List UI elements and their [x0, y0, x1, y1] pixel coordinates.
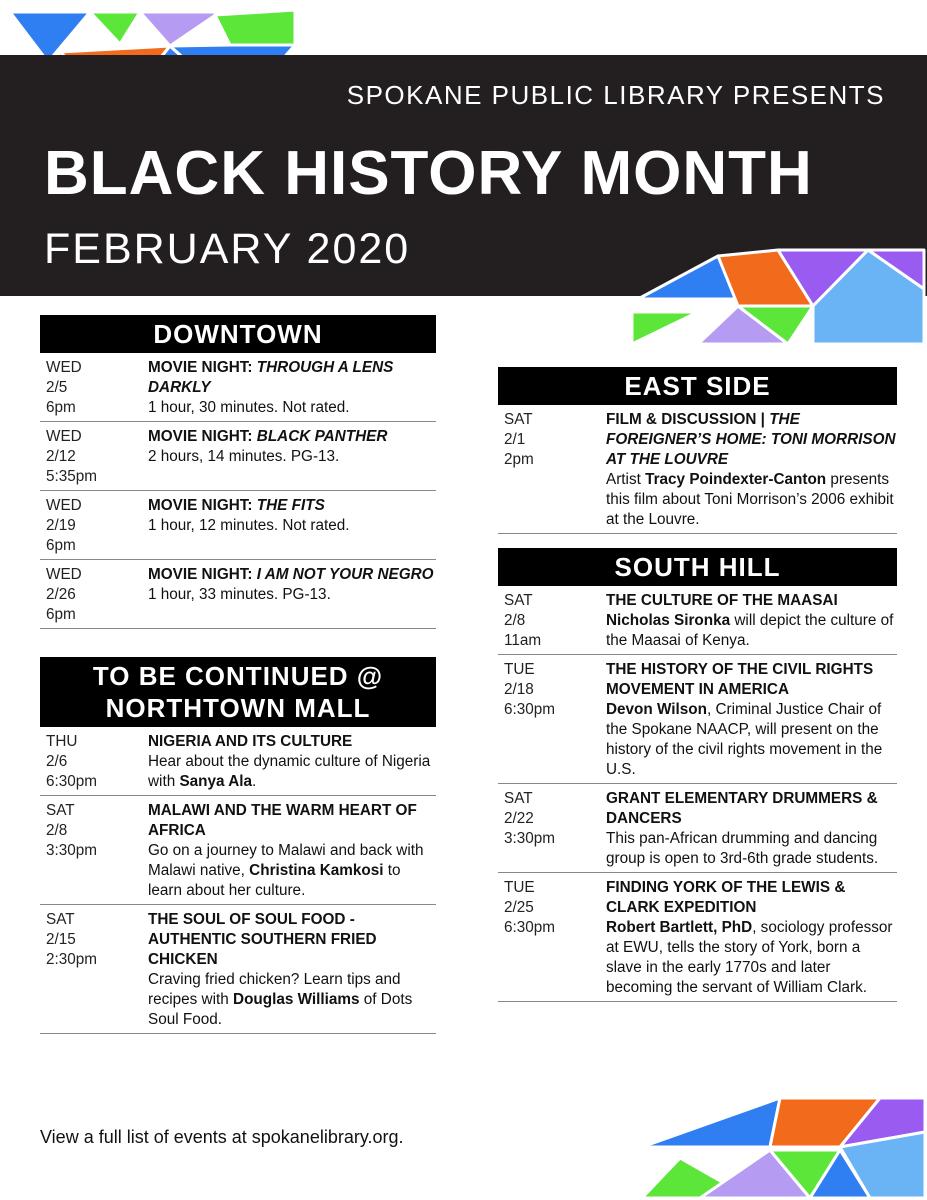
event-time: 6pm [46, 399, 76, 416]
event-title-film: I AM NOT YOUR NEGRO [256, 566, 434, 583]
event-row [498, 586, 897, 655]
event-row [40, 491, 436, 560]
event-date-value: 2/26 [46, 586, 76, 603]
presenter-name: Robert Bartlett, PhD [606, 919, 753, 936]
event-description: 2 hours, 14 minutes. PG-13. [148, 448, 340, 465]
event-row [498, 784, 897, 873]
event-info [148, 496, 436, 556]
event-title-prefix: FILM & DISCUSSION | [606, 411, 770, 428]
event-time: 6pm [46, 606, 76, 623]
event-description: 1 hour, 33 minutes. PG-13. [148, 586, 331, 603]
event-description [148, 841, 436, 901]
northtown-heading-line2: NORTHTOWN MALL [105, 693, 371, 723]
presenter-name: Sanya Ala [179, 773, 253, 790]
event-title [148, 358, 436, 398]
event-time: 5:35pm [46, 468, 98, 485]
event-title-film: THE FITS [256, 497, 325, 514]
description-text: Go on a journey to Malawi and back with Malawi native, [148, 842, 424, 879]
event-day: TUE [504, 661, 535, 678]
event-title [148, 565, 436, 585]
description-text: , sociology professor at EWU, tells the story of York, born a slave in the early 1770s and later becoming the servant of William Clark. [606, 919, 893, 996]
footer-text: View a full list of events at spokanelibrary.org. [40, 1127, 404, 1147]
event-day: WED [46, 497, 82, 514]
event-title [606, 410, 897, 470]
event-row [498, 405, 897, 534]
event-date [498, 878, 606, 998]
event-title [148, 496, 436, 516]
event-date [498, 789, 606, 869]
event-description [148, 970, 436, 1030]
description-text: to learn about her culture. [148, 862, 401, 899]
event-row [40, 727, 436, 796]
event-info [148, 732, 436, 792]
event-date [40, 565, 148, 625]
event-info [606, 591, 897, 651]
description-text: Artist [606, 471, 646, 488]
event-row [40, 353, 436, 422]
event-info [606, 878, 897, 998]
event-date [40, 358, 148, 418]
event-date-value: 2/18 [504, 681, 534, 698]
event-date [40, 910, 148, 1030]
event-time: 2pm [504, 451, 534, 468]
event-date [498, 591, 606, 651]
event-description: 1 hour, 30 minutes. Not rated. [148, 399, 350, 416]
event-time: 6:30pm [46, 773, 98, 790]
event-date-value: 2/22 [504, 810, 534, 827]
event-title-film: THE FOREIGNER’S HOME: TONI MORRISON AT THE LOUVRE [606, 411, 896, 468]
event-title-prefix: MOVIE NIGHT: [148, 566, 257, 583]
decorative-shapes-right [628, 244, 927, 348]
event-day: SAT [46, 802, 75, 819]
description-text: . [252, 773, 257, 790]
event-title: MALAWI AND THE WARM HEART OF AFRICA [148, 802, 417, 839]
event-date-value: 2/8 [504, 612, 526, 629]
event-description: 1 hour, 12 minutes. Not rated. [148, 517, 350, 534]
event-description [606, 918, 897, 998]
event-title-prefix: MOVIE NIGHT: [148, 428, 257, 445]
description-text: will depict the culture of the Maasai of Kenya. [606, 612, 894, 649]
presenter-name: Tracy Poindexter-Canton [645, 471, 827, 488]
eastside-event-list [498, 405, 897, 534]
right-column [498, 367, 897, 1002]
description-text: Craving fried chicken? Learn tips and recipes with [148, 971, 401, 1008]
event-info [148, 565, 436, 625]
event-day: THU [46, 733, 78, 750]
downtown-event-list [40, 353, 436, 629]
event-description [606, 700, 897, 780]
event-date [498, 410, 606, 530]
event-description [148, 752, 436, 792]
event-date-value: 2/6 [46, 753, 68, 770]
event-day: SAT [504, 790, 533, 807]
page-subtitle: FEBRUARY 2020 [44, 225, 411, 273]
event-title-prefix: MOVIE NIGHT: [148, 359, 257, 376]
event-title: THE SOUL OF SOUL FOOD - AUTHENTIC SOUTHERN FRIED CHICKEN [148, 911, 377, 968]
description-text: presents this film about Toni Morrison’s 2006 exhibit at the Louvre. [606, 471, 894, 528]
event-title-prefix: MOVIE NIGHT: [148, 497, 257, 514]
event-description [606, 611, 897, 651]
section-heading-downtown: DOWNTOWN [40, 315, 436, 353]
event-title: THE HISTORY OF THE CIVIL RIGHTS MOVEMENT IN AMERICA [606, 661, 874, 698]
event-time: 6:30pm [504, 701, 556, 718]
event-day: SAT [46, 911, 75, 928]
event-info [148, 910, 436, 1030]
northtown-event-list [40, 727, 436, 1034]
event-info [606, 410, 897, 530]
event-title [148, 427, 436, 447]
event-description [606, 470, 897, 530]
event-title-film: BLACK PANTHER [256, 428, 388, 445]
event-day: TUE [504, 879, 535, 896]
event-date [40, 427, 148, 487]
event-time: 2:30pm [46, 951, 98, 968]
event-row [498, 655, 897, 784]
event-title: GRANT ELEMENTARY DRUMMERS & DANCERS [606, 790, 878, 827]
event-time: 3:30pm [46, 842, 98, 859]
description-text: , Criminal Justice Chair of the Spokane NAACP, will present on the history of the civil rights movement in the U.S. [606, 701, 883, 778]
event-row [40, 422, 436, 491]
event-title: THE CULTURE OF THE MAASAI [606, 592, 838, 609]
event-time: 3:30pm [504, 830, 556, 847]
event-date-value: 2/19 [46, 517, 76, 534]
presenter-name: Christina Kamkosi [249, 862, 384, 879]
event-time: 6:30pm [504, 919, 556, 936]
page-title: BLACK HISTORY MONTH [44, 139, 813, 208]
event-date-value: 2/25 [504, 899, 534, 916]
event-info [148, 427, 436, 487]
event-info [148, 358, 436, 418]
description-text: Hear about the dynamic culture of Nigeria with [148, 753, 431, 790]
section-heading-eastside: EAST SIDE [498, 367, 897, 405]
presenter-line: SPOKANE PUBLIC LIBRARY PRESENTS [346, 80, 885, 110]
event-row [40, 796, 436, 905]
presenter-name: Devon Wilson [606, 701, 707, 718]
event-date-value: 2/1 [504, 431, 526, 448]
event-title-film: THROUGH A LENS DARKLY [148, 359, 394, 396]
decorative-shapes-bottom-right [640, 1092, 927, 1200]
event-time: 11am [504, 632, 542, 649]
event-date [40, 732, 148, 792]
presenter-name: Douglas Williams [233, 991, 360, 1008]
event-row [498, 873, 897, 1002]
event-date-value: 2/12 [46, 448, 76, 465]
event-date [40, 801, 148, 901]
event-day: SAT [504, 592, 533, 609]
event-day: WED [46, 566, 82, 583]
description-text: of Dots Soul Food. [148, 991, 413, 1028]
event-row [40, 560, 436, 629]
event-row [40, 905, 436, 1034]
event-day: WED [46, 359, 82, 376]
event-date-value: 2/15 [46, 931, 76, 948]
section-heading-northtown [40, 657, 436, 727]
event-info [606, 660, 897, 780]
event-title: FINDING YORK OF THE LEWIS & CLARK EXPEDITION [606, 879, 846, 916]
event-time: 6pm [46, 537, 76, 554]
event-date-value: 2/5 [46, 379, 68, 396]
event-day: SAT [504, 411, 533, 428]
event-description [606, 829, 897, 869]
event-info [148, 801, 436, 901]
event-date [498, 660, 606, 780]
section-heading-southhill: SOUTH HILL [498, 548, 897, 586]
event-day: WED [46, 428, 82, 445]
left-column [40, 315, 436, 1034]
presenter-name: Nicholas Sironka [606, 612, 731, 629]
event-title: NIGERIA AND ITS CULTURE [148, 733, 353, 750]
event-date-value: 2/8 [46, 822, 68, 839]
southhill-event-list [498, 586, 897, 1002]
event-date [40, 496, 148, 556]
event-info [606, 789, 897, 869]
northtown-heading-line1: TO BE CONTINUED @ [92, 661, 384, 691]
description-text: This pan-African drumming and dancing group is open to 3rd-6th grade students. [606, 830, 879, 867]
